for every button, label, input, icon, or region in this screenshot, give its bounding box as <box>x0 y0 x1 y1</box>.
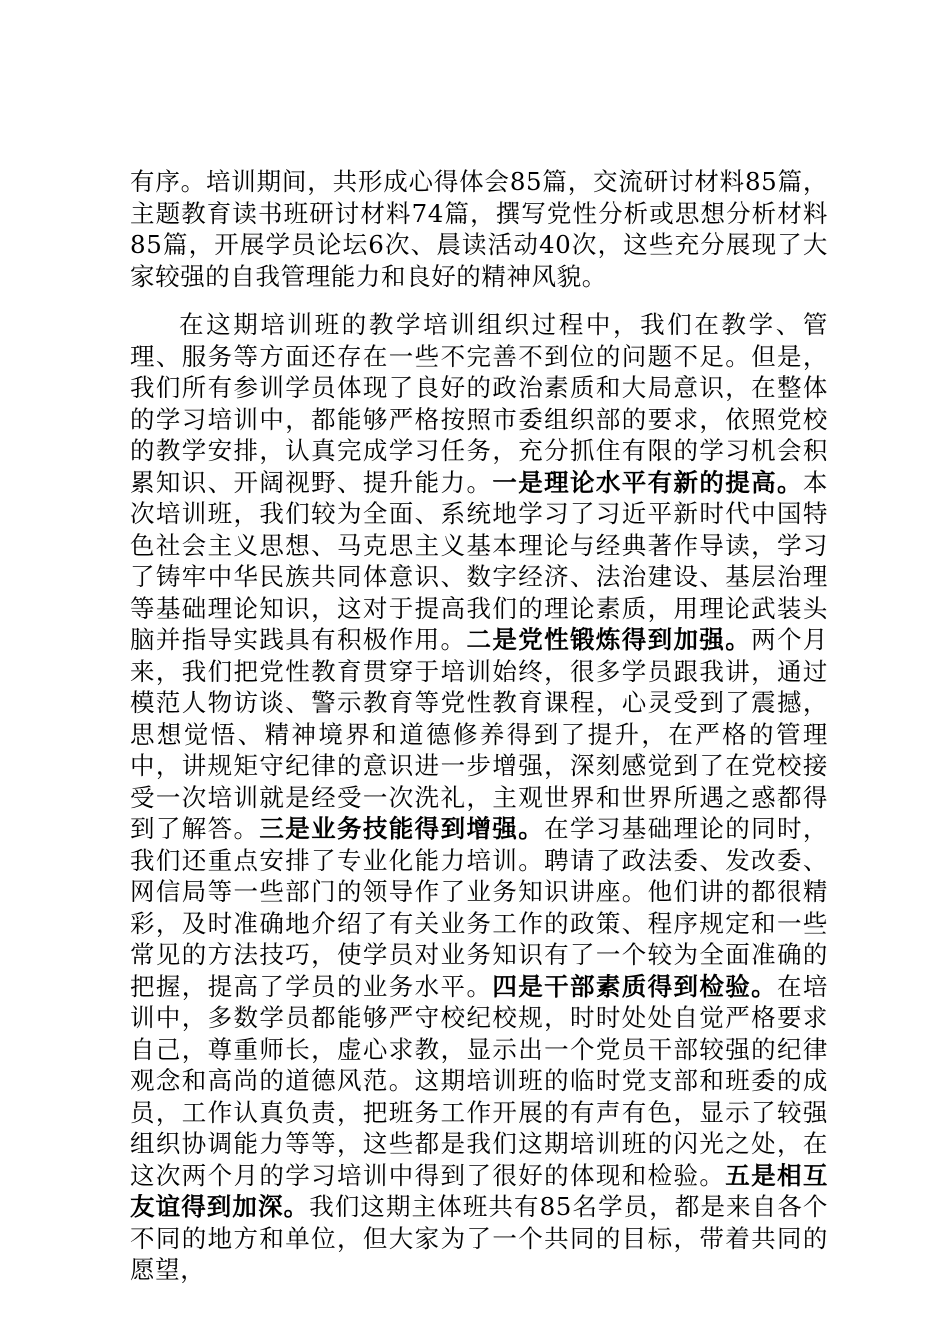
point-5-body: 我们这期主体班共有85名学员，都是来自各个不同的地方和单位，但大家为了一个共同的目标，带着共同的愿望， <box>130 1192 829 1284</box>
document-page <box>130 166 828 1286</box>
point-3-heading: 三是业务技能得到增强。 <box>259 814 545 843</box>
paragraph-2 <box>130 309 828 1286</box>
paragraph-2-intro: 在这期培训班的教学培训组织过程中，我们在教学、管理、服务等方面还存在一些不完善不到位的问题不足。但是，我们所有参训学员体现了良好的政治素质和大局意识，在整体的学习培训中，都能够严格按照市委组织部的要求，依照党校的教学安排，认真完成学习任务，充分抓住有限的学习机会积累知识、开阔视野、提升能力。 <box>130 310 828 497</box>
point-3-body: 在学习基础理论的同时，我们还重点安排了专业化能力培训。聘请了政法委、发改委、网信局等一些部门的领导作了业务知识讲座。他们讲的都很精彩，及时准确地介绍了有关业务工作的政策、程序规定和一些常见的方法技巧，使学员对业务知识有了一个较为全面准确的把握，提高了学员的业务水平。 <box>130 814 828 1001</box>
point-2-body: 两个月来，我们把党性教育贯穿于培训始终，很多学员跟我讲，通过模范人物访谈、警示教育等党性教育课程，心灵受到了震撼，思想觉悟、精神境界和道德修养得到了提升，在严格的管理中，讲规矩守纪律的意识进一步增强，深刻感觉到了在党校接受一次培训就是经受一次洗礼，主观世界和世界所遇之惑都得到了解答。 <box>130 625 828 843</box>
point-1-body: 本次培训班，我们较为全面、系统地学习了习近平新时代中国特色社会主义思想、马克思主义基本理论与经典著作导读，学习了铸牢中华民族共同体意识、数字经济、法治建设、基层治理等基础理论知识，这对于提高我们的理论素质，用理论武装头脑并指导实践具有积极作用。 <box>130 467 828 654</box>
point-1-heading: 一是理论水平有新的提高。 <box>492 467 803 497</box>
paragraph-1-text: 有序。培训期间，共形成心得体会85篇，交流研讨材料85篇，主题教育读书班研讨材料74篇，撰写党性分析或思想分析材料85篇，开展学员论坛6次、晨读活动40次，这些充分展现了大家较强的自我管理能力和良好的精神风貌。 <box>130 167 828 291</box>
paragraph-1 <box>130 166 828 292</box>
point-4-heading: 四是干部素质得到检验。 <box>492 971 778 1001</box>
point-5-heading: 五是相互友谊得到加深。 <box>130 1160 828 1221</box>
point-4-body: 在培训中，多数学员都能够严守校纪校规，时时处处自觉严格要求自己，尊重师长，虚心求教，显示出一个党员干部较强的纪律观念和高尚的道德风范。这期培训班的临时党支部和班委的成员，工作认真负责，把班务工作开展的有声有色，显示了较强组织协调能力等等，这些都是我们这期培训班的闪光之处，在这次两个月的学习培训中得到了很好的体现和检验。 <box>130 971 828 1190</box>
point-2-heading: 二是党性锻炼得到加强。 <box>466 625 752 654</box>
